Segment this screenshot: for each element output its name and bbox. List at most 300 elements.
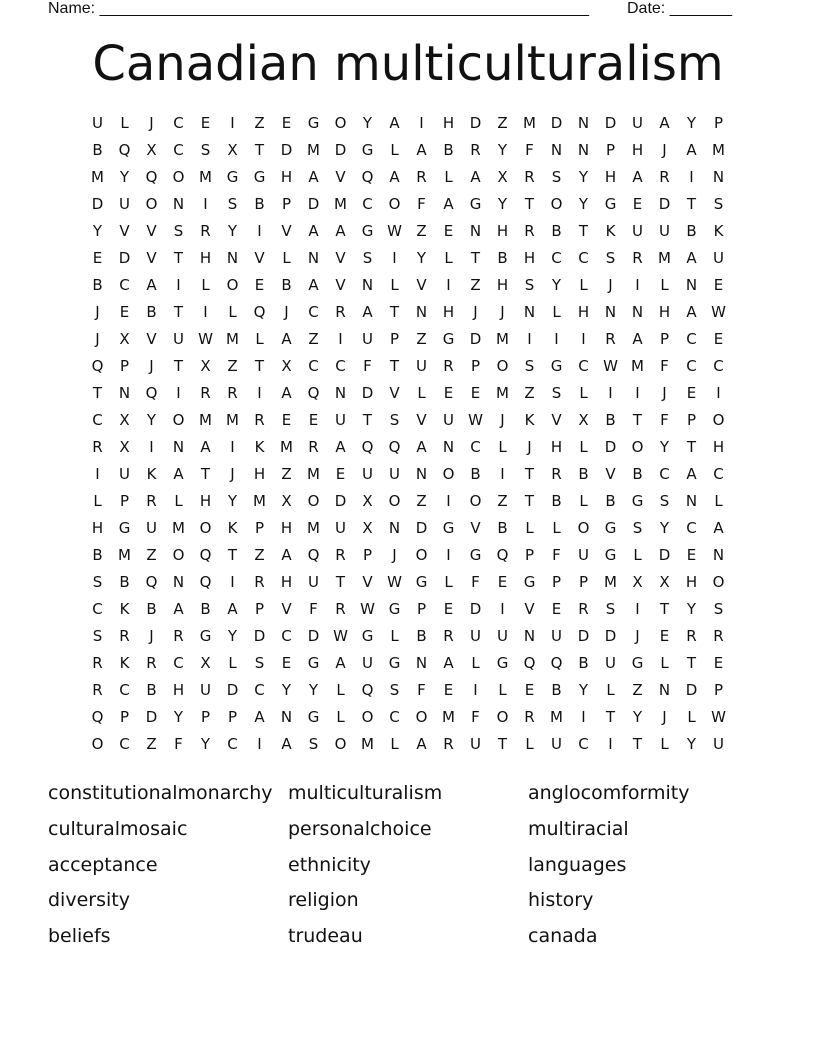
grid-letter[interactable]: B bbox=[92, 141, 103, 159]
grid-letter[interactable]: Q bbox=[550, 654, 563, 672]
grid-letter[interactable]: U bbox=[173, 330, 184, 348]
grid-letter[interactable]: C bbox=[308, 357, 319, 375]
grid-letter[interactable]: X bbox=[497, 168, 508, 186]
grid-letter[interactable]: Y bbox=[92, 222, 103, 240]
grid-letter[interactable]: X bbox=[281, 492, 292, 510]
grid-letter[interactable]: A bbox=[416, 141, 427, 159]
grid-letter[interactable]: U bbox=[362, 330, 373, 348]
grid-letter[interactable]: V bbox=[551, 411, 562, 429]
grid-letter[interactable]: Z bbox=[470, 276, 481, 294]
grid-letter[interactable]: M bbox=[280, 438, 293, 456]
grid-letter[interactable]: P bbox=[362, 546, 373, 564]
grid-letter[interactable]: G bbox=[523, 573, 536, 591]
grid-letter[interactable]: Z bbox=[227, 357, 238, 375]
grid-letter[interactable]: L bbox=[498, 681, 507, 699]
grid-letter[interactable]: E bbox=[119, 303, 130, 321]
grid-letter[interactable]: S bbox=[524, 276, 535, 294]
grid-letter[interactable]: A bbox=[335, 222, 346, 240]
grid-letter[interactable]: L bbox=[390, 735, 399, 753]
grid-letter[interactable]: Y bbox=[146, 411, 157, 429]
grid-letter[interactable]: L bbox=[579, 492, 588, 510]
grid-letter[interactable]: R bbox=[605, 330, 616, 348]
grid-letter[interactable]: M bbox=[172, 519, 185, 537]
grid-letter[interactable]: S bbox=[227, 195, 238, 213]
grid-letter[interactable]: K bbox=[119, 654, 130, 672]
grid-letter[interactable]: O bbox=[550, 195, 563, 213]
grid-letter[interactable]: Y bbox=[362, 114, 373, 132]
grid-letter[interactable]: Q bbox=[199, 546, 212, 564]
grid-letter[interactable]: E bbox=[497, 573, 508, 591]
grid-letter[interactable]: N bbox=[118, 384, 131, 402]
grid-letter[interactable]: E bbox=[632, 195, 643, 213]
grid-letter[interactable]: M bbox=[199, 168, 212, 186]
grid-letter[interactable]: V bbox=[281, 222, 292, 240]
grid-letter[interactable]: L bbox=[525, 519, 534, 537]
grid-letter[interactable]: H bbox=[658, 303, 671, 321]
grid-letter[interactable]: O bbox=[172, 546, 185, 564]
grid-letter[interactable]: E bbox=[470, 384, 481, 402]
grid-letter[interactable]: W bbox=[333, 627, 348, 645]
grid-letter[interactable]: A bbox=[632, 168, 643, 186]
grid-letter[interactable]: I bbox=[608, 384, 613, 402]
grid-letter[interactable]: X bbox=[146, 141, 157, 159]
grid-letter[interactable]: Q bbox=[199, 573, 212, 591]
grid-letter[interactable]: C bbox=[92, 600, 103, 618]
grid-letter[interactable]: I bbox=[716, 384, 721, 402]
grid-letter[interactable]: F bbox=[309, 600, 318, 618]
grid-letter[interactable]: D bbox=[604, 438, 617, 456]
grid-letter[interactable]: P bbox=[551, 573, 562, 591]
grid-letter[interactable]: U bbox=[713, 249, 724, 267]
grid-letter[interactable]: O bbox=[226, 276, 239, 294]
grid-letter[interactable]: J bbox=[149, 357, 154, 375]
grid-letter[interactable]: U bbox=[470, 735, 481, 753]
grid-letter[interactable]: V bbox=[389, 384, 400, 402]
grid-letter[interactable]: M bbox=[631, 357, 644, 375]
grid-letter[interactable]: B bbox=[497, 249, 508, 267]
grid-letter[interactable]: M bbox=[550, 708, 563, 726]
grid-letter[interactable]: H bbox=[253, 465, 266, 483]
grid-letter[interactable]: T bbox=[173, 357, 184, 375]
grid-letter[interactable]: R bbox=[551, 465, 562, 483]
grid-letter[interactable]: B bbox=[146, 681, 157, 699]
grid-letter[interactable]: T bbox=[632, 411, 643, 429]
grid-letter[interactable]: C bbox=[551, 249, 562, 267]
grid-letter[interactable]: J bbox=[500, 411, 505, 429]
grid-letter[interactable]: P bbox=[686, 411, 697, 429]
grid-letter[interactable]: I bbox=[689, 168, 694, 186]
grid-letter[interactable]: R bbox=[200, 384, 211, 402]
grid-letter[interactable]: J bbox=[662, 708, 667, 726]
grid-letter[interactable]: C bbox=[578, 735, 589, 753]
grid-letter[interactable]: R bbox=[254, 573, 265, 591]
grid-letter[interactable]: A bbox=[281, 546, 292, 564]
grid-letter[interactable]: V bbox=[416, 411, 427, 429]
grid-letter[interactable]: I bbox=[635, 384, 640, 402]
grid-letter[interactable]: C bbox=[119, 681, 130, 699]
grid-letter[interactable]: B bbox=[551, 222, 562, 240]
grid-letter[interactable]: R bbox=[524, 708, 535, 726]
grid-letter[interactable]: Y bbox=[200, 735, 211, 753]
grid-letter[interactable]: W bbox=[711, 708, 726, 726]
grid-letter[interactable]: F bbox=[552, 546, 561, 564]
grid-letter[interactable]: O bbox=[199, 519, 212, 537]
grid-letter[interactable]: Q bbox=[145, 168, 158, 186]
grid-letter[interactable]: B bbox=[497, 519, 508, 537]
grid-letter[interactable]: N bbox=[523, 303, 536, 321]
grid-letter[interactable]: O bbox=[415, 708, 428, 726]
grid-letter[interactable]: A bbox=[632, 330, 643, 348]
grid-letter[interactable]: E bbox=[551, 600, 562, 618]
grid-letter[interactable]: O bbox=[712, 411, 725, 429]
grid-letter[interactable]: G bbox=[361, 222, 374, 240]
grid-letter[interactable]: M bbox=[253, 492, 266, 510]
grid-letter[interactable]: E bbox=[281, 411, 292, 429]
grid-letter[interactable]: U bbox=[632, 222, 643, 240]
grid-letter[interactable]: E bbox=[713, 330, 724, 348]
grid-letter[interactable]: R bbox=[146, 654, 157, 672]
grid-letter[interactable]: D bbox=[307, 627, 320, 645]
grid-letter[interactable]: Z bbox=[281, 465, 292, 483]
grid-letter[interactable]: T bbox=[686, 438, 697, 456]
grid-letter[interactable]: E bbox=[200, 114, 211, 132]
grid-letter[interactable]: G bbox=[307, 114, 320, 132]
grid-letter[interactable]: E bbox=[713, 654, 724, 672]
grid-letter[interactable]: I bbox=[149, 438, 154, 456]
grid-letter[interactable]: G bbox=[307, 708, 320, 726]
grid-letter[interactable]: O bbox=[442, 465, 455, 483]
grid-letter[interactable]: Z bbox=[632, 681, 643, 699]
grid-letter[interactable]: Y bbox=[497, 141, 508, 159]
grid-letter[interactable]: N bbox=[631, 303, 644, 321]
grid-letter[interactable]: N bbox=[442, 438, 455, 456]
grid-letter[interactable]: Y bbox=[659, 519, 670, 537]
grid-letter[interactable]: V bbox=[470, 519, 481, 537]
grid-letter[interactable]: J bbox=[149, 114, 154, 132]
grid-letter[interactable]: Y bbox=[578, 168, 589, 186]
grid-letter[interactable]: I bbox=[473, 681, 478, 699]
grid-letter[interactable]: N bbox=[658, 681, 671, 699]
grid-letter[interactable]: G bbox=[469, 195, 482, 213]
grid-letter[interactable]: Y bbox=[578, 681, 589, 699]
grid-letter[interactable]: E bbox=[92, 249, 103, 267]
grid-letter[interactable]: C bbox=[686, 519, 697, 537]
grid-letter[interactable]: P bbox=[524, 546, 535, 564]
grid-letter[interactable]: V bbox=[119, 222, 130, 240]
grid-letter[interactable]: L bbox=[390, 141, 399, 159]
grid-letter[interactable]: Z bbox=[497, 492, 508, 510]
grid-letter[interactable]: R bbox=[686, 627, 697, 645]
grid-letter[interactable]: J bbox=[662, 141, 667, 159]
grid-letter[interactable]: L bbox=[606, 681, 615, 699]
grid-letter[interactable]: H bbox=[280, 519, 293, 537]
grid-letter[interactable]: X bbox=[119, 330, 130, 348]
grid-letter[interactable]: Q bbox=[361, 681, 374, 699]
grid-letter[interactable]: I bbox=[176, 384, 181, 402]
grid-letter[interactable]: Y bbox=[551, 276, 562, 294]
grid-letter[interactable]: G bbox=[388, 600, 401, 618]
grid-letter[interactable]: I bbox=[581, 330, 586, 348]
grid-letter[interactable]: Q bbox=[145, 384, 158, 402]
grid-letter[interactable]: A bbox=[416, 438, 427, 456]
grid-letter[interactable]: G bbox=[469, 546, 482, 564]
grid-letter[interactable]: F bbox=[471, 708, 480, 726]
grid-letter[interactable]: U bbox=[632, 114, 643, 132]
grid-letter[interactable]: U bbox=[551, 735, 562, 753]
grid-letter[interactable]: B bbox=[551, 492, 562, 510]
grid-letter[interactable]: P bbox=[119, 492, 130, 510]
grid-letter[interactable]: T bbox=[605, 708, 616, 726]
grid-letter[interactable]: B bbox=[92, 546, 103, 564]
grid-letter[interactable]: E bbox=[713, 276, 724, 294]
grid-letter[interactable]: A bbox=[281, 735, 292, 753]
grid-letter[interactable]: N bbox=[469, 222, 482, 240]
grid-letter[interactable]: P bbox=[254, 519, 265, 537]
grid-letter[interactable]: X bbox=[578, 411, 589, 429]
grid-letter[interactable]: L bbox=[552, 303, 561, 321]
grid-letter[interactable]: I bbox=[95, 465, 100, 483]
grid-letter[interactable]: N bbox=[415, 465, 428, 483]
grid-letter[interactable]: U bbox=[389, 465, 400, 483]
grid-letter[interactable]: U bbox=[443, 411, 454, 429]
grid-letter[interactable]: Z bbox=[416, 330, 427, 348]
grid-letter[interactable]: C bbox=[281, 627, 292, 645]
grid-letter[interactable]: Z bbox=[254, 114, 265, 132]
grid-letter[interactable]: T bbox=[524, 492, 535, 510]
grid-letter[interactable]: B bbox=[632, 465, 643, 483]
grid-letter[interactable]: R bbox=[659, 168, 670, 186]
grid-letter[interactable]: T bbox=[659, 600, 670, 618]
grid-letter[interactable]: M bbox=[91, 168, 104, 186]
grid-letter[interactable]: Y bbox=[659, 438, 670, 456]
grid-letter[interactable]: D bbox=[307, 195, 320, 213]
grid-letter[interactable]: M bbox=[226, 411, 239, 429]
grid-letter[interactable]: D bbox=[577, 627, 590, 645]
grid-letter[interactable]: T bbox=[524, 195, 535, 213]
grid-letter[interactable]: V bbox=[281, 600, 292, 618]
grid-letter[interactable]: Y bbox=[119, 168, 130, 186]
grid-letter[interactable]: A bbox=[659, 114, 670, 132]
grid-letter[interactable]: E bbox=[443, 384, 454, 402]
grid-letter[interactable]: X bbox=[119, 411, 130, 429]
grid-letter[interactable]: A bbox=[281, 330, 292, 348]
grid-letter[interactable]: A bbox=[173, 600, 184, 618]
grid-letter[interactable]: C bbox=[686, 357, 697, 375]
grid-letter[interactable]: H bbox=[604, 168, 617, 186]
grid-letter[interactable]: N bbox=[280, 708, 293, 726]
grid-letter[interactable]: O bbox=[415, 546, 428, 564]
grid-letter[interactable]: P bbox=[254, 600, 265, 618]
grid-letter[interactable]: K bbox=[227, 519, 238, 537]
grid-letter[interactable]: P bbox=[281, 195, 292, 213]
grid-letter[interactable]: T bbox=[686, 654, 697, 672]
grid-letter[interactable]: I bbox=[203, 195, 208, 213]
grid-letter[interactable]: J bbox=[635, 627, 640, 645]
grid-letter[interactable]: L bbox=[579, 276, 588, 294]
grid-letter[interactable]: E bbox=[686, 546, 697, 564]
grid-letter[interactable]: I bbox=[446, 276, 451, 294]
grid-letter[interactable]: G bbox=[604, 195, 617, 213]
grid-letter[interactable]: T bbox=[389, 303, 400, 321]
grid-letter[interactable]: A bbox=[173, 465, 184, 483]
grid-letter[interactable]: H bbox=[91, 519, 104, 537]
grid-letter[interactable]: L bbox=[498, 438, 507, 456]
grid-letter[interactable]: R bbox=[92, 654, 103, 672]
grid-letter[interactable]: Q bbox=[145, 573, 158, 591]
grid-letter[interactable]: W bbox=[387, 222, 402, 240]
grid-letter[interactable]: J bbox=[392, 546, 397, 564]
grid-letter[interactable]: E bbox=[443, 222, 454, 240]
grid-letter[interactable]: N bbox=[415, 654, 428, 672]
grid-letter[interactable]: R bbox=[470, 141, 481, 159]
grid-letter[interactable]: E bbox=[686, 384, 697, 402]
grid-letter[interactable]: N bbox=[172, 438, 185, 456]
grid-letter[interactable]: A bbox=[443, 654, 454, 672]
grid-letter[interactable]: U bbox=[605, 654, 616, 672]
grid-letter[interactable]: P bbox=[578, 573, 589, 591]
grid-letter[interactable]: E bbox=[443, 681, 454, 699]
grid-letter[interactable]: C bbox=[173, 654, 184, 672]
grid-letter[interactable]: N bbox=[577, 114, 590, 132]
grid-letter[interactable]: B bbox=[605, 492, 616, 510]
grid-letter[interactable]: G bbox=[361, 141, 374, 159]
grid-letter[interactable]: S bbox=[713, 600, 724, 618]
grid-letter[interactable]: T bbox=[632, 735, 643, 753]
grid-letter[interactable]: T bbox=[92, 384, 103, 402]
grid-letter[interactable]: I bbox=[257, 384, 262, 402]
grid-letter[interactable]: H bbox=[631, 141, 644, 159]
grid-letter[interactable]: K bbox=[605, 222, 616, 240]
grid-letter[interactable]: V bbox=[362, 573, 373, 591]
grid-letter[interactable]: K bbox=[524, 411, 535, 429]
grid-letter[interactable]: B bbox=[200, 600, 211, 618]
grid-letter[interactable]: V bbox=[335, 276, 346, 294]
grid-letter[interactable]: X bbox=[200, 654, 211, 672]
grid-letter[interactable]: N bbox=[604, 303, 617, 321]
grid-letter[interactable]: V bbox=[146, 249, 157, 267]
grid-letter[interactable]: O bbox=[361, 708, 374, 726]
grid-letter[interactable]: V bbox=[335, 249, 346, 267]
grid-letter[interactable]: R bbox=[254, 411, 265, 429]
grid-letter[interactable]: A bbox=[335, 438, 346, 456]
grid-letter[interactable]: Z bbox=[146, 546, 157, 564]
grid-letter[interactable]: M bbox=[496, 330, 509, 348]
grid-letter[interactable]: U bbox=[416, 357, 427, 375]
grid-letter[interactable]: C bbox=[659, 465, 670, 483]
grid-letter[interactable]: F bbox=[660, 411, 669, 429]
grid-letter[interactable]: T bbox=[200, 465, 211, 483]
date-field[interactable]: Date: _______ bbox=[627, 0, 732, 17]
grid-letter[interactable]: L bbox=[444, 573, 453, 591]
grid-letter[interactable]: A bbox=[200, 438, 211, 456]
grid-letter[interactable]: Z bbox=[308, 330, 319, 348]
grid-letter[interactable]: Y bbox=[686, 114, 697, 132]
grid-letter[interactable]: L bbox=[336, 708, 345, 726]
grid-letter[interactable]: G bbox=[361, 627, 374, 645]
grid-letter[interactable]: Q bbox=[496, 546, 509, 564]
grid-letter[interactable]: D bbox=[334, 141, 347, 159]
grid-letter[interactable]: X bbox=[632, 573, 643, 591]
grid-letter[interactable]: Q bbox=[307, 546, 320, 564]
grid-letter[interactable]: X bbox=[362, 492, 373, 510]
grid-letter[interactable]: O bbox=[469, 492, 482, 510]
grid-letter[interactable]: L bbox=[444, 249, 453, 267]
grid-letter[interactable]: B bbox=[686, 222, 697, 240]
grid-letter[interactable]: I bbox=[500, 465, 505, 483]
grid-letter[interactable]: E bbox=[308, 411, 319, 429]
grid-letter[interactable]: M bbox=[199, 411, 212, 429]
grid-letter[interactable]: R bbox=[308, 438, 319, 456]
grid-letter[interactable]: S bbox=[92, 627, 103, 645]
grid-letter[interactable]: M bbox=[523, 114, 536, 132]
grid-letter[interactable]: I bbox=[500, 600, 505, 618]
grid-letter[interactable]: Y bbox=[281, 681, 292, 699]
grid-letter[interactable]: G bbox=[631, 654, 644, 672]
grid-letter[interactable]: S bbox=[389, 411, 400, 429]
grid-letter[interactable]: C bbox=[227, 735, 238, 753]
grid-letter[interactable]: L bbox=[660, 735, 669, 753]
grid-letter[interactable]: V bbox=[605, 465, 616, 483]
grid-letter[interactable]: T bbox=[389, 357, 400, 375]
grid-letter[interactable]: G bbox=[442, 519, 455, 537]
grid-letter[interactable]: L bbox=[228, 303, 237, 321]
grid-letter[interactable]: W bbox=[711, 303, 726, 321]
grid-letter[interactable]: R bbox=[578, 600, 589, 618]
grid-letter[interactable]: V bbox=[254, 249, 265, 267]
grid-letter[interactable]: X bbox=[227, 141, 238, 159]
grid-letter[interactable]: R bbox=[335, 546, 346, 564]
grid-letter[interactable]: U bbox=[200, 681, 211, 699]
grid-letter[interactable]: T bbox=[254, 141, 265, 159]
grid-letter[interactable]: U bbox=[578, 546, 589, 564]
grid-letter[interactable]: G bbox=[415, 573, 428, 591]
grid-letter[interactable]: I bbox=[581, 708, 586, 726]
grid-letter[interactable]: I bbox=[176, 276, 181, 294]
grid-letter[interactable]: Y bbox=[308, 681, 319, 699]
grid-letter[interactable]: C bbox=[173, 114, 184, 132]
grid-letter[interactable]: P bbox=[200, 708, 211, 726]
grid-letter[interactable]: E bbox=[443, 600, 454, 618]
grid-letter[interactable]: X bbox=[200, 357, 211, 375]
grid-letter[interactable]: M bbox=[226, 330, 239, 348]
grid-letter[interactable]: G bbox=[388, 654, 401, 672]
grid-letter[interactable]: D bbox=[91, 195, 104, 213]
grid-letter[interactable]: D bbox=[604, 627, 617, 645]
grid-letter[interactable]: L bbox=[525, 735, 534, 753]
grid-letter[interactable]: J bbox=[608, 276, 613, 294]
grid-letter[interactable]: T bbox=[362, 411, 373, 429]
grid-letter[interactable]: O bbox=[172, 168, 185, 186]
grid-letter[interactable]: L bbox=[552, 519, 561, 537]
grid-letter[interactable]: B bbox=[92, 276, 103, 294]
grid-letter[interactable]: G bbox=[604, 546, 617, 564]
grid-letter[interactable]: L bbox=[228, 654, 237, 672]
grid-letter[interactable]: M bbox=[307, 519, 320, 537]
grid-letter[interactable]: L bbox=[120, 114, 129, 132]
grid-letter[interactable]: I bbox=[257, 735, 262, 753]
grid-letter[interactable]: O bbox=[388, 492, 401, 510]
grid-letter[interactable]: L bbox=[417, 384, 426, 402]
grid-letter[interactable]: C bbox=[254, 681, 265, 699]
grid-letter[interactable]: G bbox=[631, 492, 644, 510]
grid-letter[interactable]: O bbox=[388, 195, 401, 213]
grid-letter[interactable]: D bbox=[658, 546, 671, 564]
grid-letter[interactable]: L bbox=[93, 492, 102, 510]
grid-letter[interactable]: D bbox=[118, 249, 131, 267]
grid-letter[interactable]: P bbox=[227, 708, 238, 726]
grid-letter[interactable]: Q bbox=[91, 357, 104, 375]
grid-letter[interactable]: U bbox=[119, 465, 130, 483]
